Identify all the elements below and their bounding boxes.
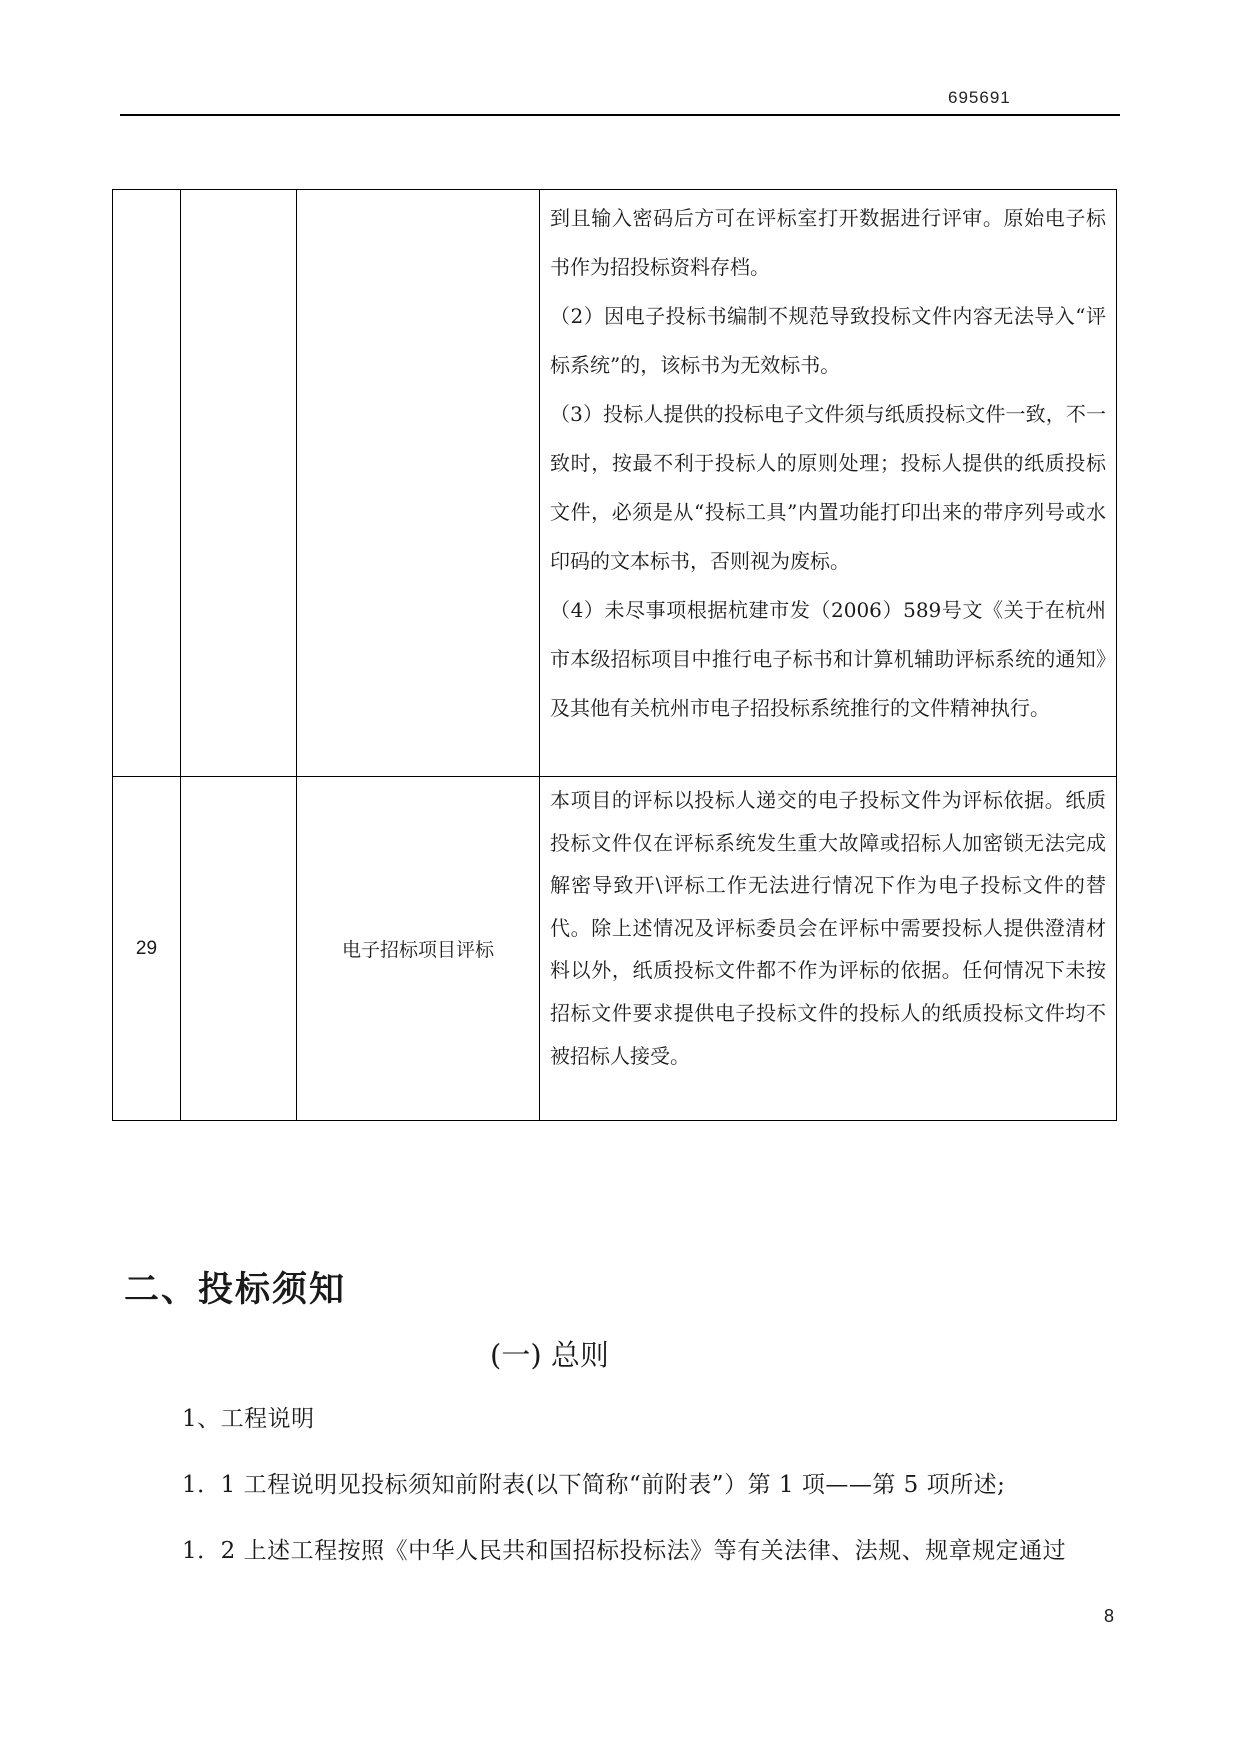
row-number-cell: 29 bbox=[113, 777, 181, 1121]
bid-info-table bbox=[112, 189, 1117, 1121]
header-rule bbox=[120, 114, 1120, 116]
row-col2-cell bbox=[181, 190, 297, 777]
body-paragraph: 1、工程说明 bbox=[182, 1406, 315, 1432]
content-paragraph: （3）投标人提供的投标电子文件须与纸质投标文件一致，不一致时，按最不利于投标人的原则处理；投标人提供的纸质投标文件，必须是从“投标工具”内置功能打印出来的带序列号或水印码的文本标书，否则视为废标。 bbox=[550, 402, 1106, 573]
row-item-cell: 电子招标项目评标 bbox=[297, 777, 540, 1121]
document-code: 695691 bbox=[948, 88, 1011, 107]
section-title: 二、投标须知 bbox=[124, 1270, 347, 1310]
table-row bbox=[113, 190, 1117, 777]
content-paragraph: （4）未尽事项根据杭建市发（2006）589号文《关于在杭州市本级招标项目中推行电子标书和计算机辅助评标系统的通知》及其他有关杭州市电子招投标系统推行的文件精神执行。 bbox=[550, 598, 1106, 720]
body-paragraph: 1．2 上述工程按照《中华人民共和国招标投标法》等有关法律、法规、规章规定通过 bbox=[182, 1538, 1067, 1564]
row-content-cell bbox=[540, 190, 1117, 777]
content-paragraph: 本项目的评标以投标人递交的电子投标文件为评标依据。纸质投标文件仅在评标系统发生重大故障或招标人加密锁无法完成解密导致开\评标工作无法进行情况下作为电子投标文件的替代。除上述情况及评标委员会在评标中需要投标人提供澄清材料以外，纸质投标文件都不作为评标的依据。任何情况下未按招标文件要求提供电子投标文件的投标人的纸质投标文件均不被招标人接受。 bbox=[550, 788, 1106, 1068]
content-paragraph: （2）因电子投标书编制不规范导致投标文件内容无法导入“评标系统”的，该标书为无效标书。 bbox=[550, 304, 1106, 377]
section-subtitle: (一) 总则 bbox=[490, 1338, 609, 1372]
row-item-cell bbox=[297, 190, 540, 777]
row-col2-cell bbox=[181, 777, 297, 1121]
row-content-cell bbox=[540, 777, 1117, 1121]
table-row bbox=[113, 777, 1117, 1121]
content-paragraph: 到且输入密码后方可在评标室打开数据进行评审。原始电子标书作为招投标资料存档。 bbox=[550, 206, 1106, 279]
row-number-cell bbox=[113, 190, 181, 777]
body-paragraph: 1．1 工程说明见投标须知前附表(以下简称“前附表”）第 1 项——第 5 项所述; bbox=[182, 1472, 1006, 1498]
page-number: 8 bbox=[1104, 1606, 1115, 1626]
